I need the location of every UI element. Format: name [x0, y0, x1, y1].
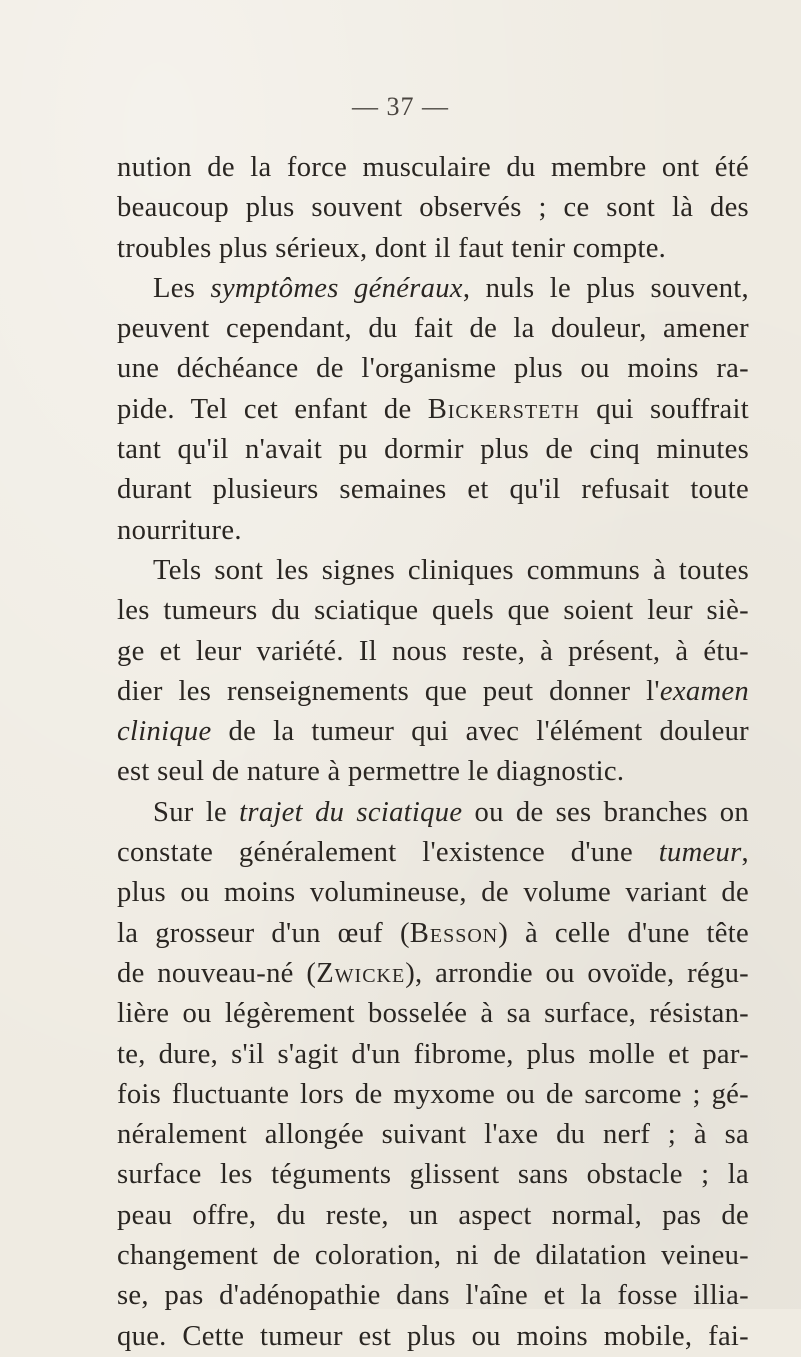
text-line: constate généralement l'existence d'une tumeur,	[117, 837, 749, 869]
author-name: Besson	[409, 917, 499, 949]
italic-text: clinique	[117, 716, 212, 748]
text-line: Les symptômes généraux, nuls le plus souvent,	[153, 272, 749, 304]
text-line: Tels sont les signes cliniques communs à toutes	[153, 554, 749, 586]
text-line: les tumeurs du sciatique quels que soient leur siè-	[117, 595, 749, 627]
text-line: plus ou moins volumineuse, de volume variant de	[117, 877, 749, 909]
text-line: surface les téguments glissent sans obstacle ; la	[117, 1159, 749, 1191]
text-line: troubles plus sérieux, dont il faut tenir compte.	[117, 232, 667, 264]
text-line: la grosseur d'un œuf (Besson) à celle d'une tête	[117, 917, 750, 949]
text-line: dier les renseignements que peut donner l'examen	[117, 675, 749, 707]
text-line: peuvent cependant, du fait de la douleur, amener	[117, 313, 749, 345]
body-text	[117, 148, 749, 1357]
text-line: te, dure, s'il s'agit d'un fibrome, plus molle et par-	[117, 1038, 749, 1070]
text-line: une déchéance de l'organisme plus ou moins ra-	[117, 353, 749, 385]
text-line: beaucoup plus souvent observés ; ce sont là des	[117, 192, 749, 224]
text-line: peau offre, du reste, un aspect normal, pas de	[117, 1199, 749, 1231]
text-line: Sur le trajet du sciatique ou de ses branches on	[153, 796, 749, 828]
text-line: de nouveau-né (Zwicke), arrondie ou ovoïde, régu-	[117, 957, 750, 989]
text-line: lière ou légèrement bosselée à sa surface, résistan-	[117, 998, 749, 1030]
italic-text: examen	[659, 675, 749, 707]
italic-text: trajet du sciatique	[239, 796, 463, 828]
italic-text: symptômes généraux	[210, 272, 463, 304]
author-name: Bickersteth	[427, 393, 580, 425]
text-line: néralement allongée suivant l'axe du nerf ; à sa	[117, 1119, 749, 1151]
text-line: tant qu'il n'avait pu dormir plus de cinq minutes	[117, 434, 749, 466]
text-line: clinique de la tumeur qui avec l'élément douleur	[117, 716, 749, 748]
text-line: nution de la force musculaire du membre ont été	[117, 152, 749, 183]
text-line: ge et leur variété. Il nous reste, à présent, à étu-	[117, 635, 749, 667]
text-line: durant plusieurs semaines et qu'il refusait toute	[117, 474, 749, 506]
author-name: Zwicke	[316, 957, 406, 989]
italic-text: tumeur	[658, 837, 742, 869]
text-line: est seul de nature à permettre le diagnostic.	[117, 756, 625, 788]
text-line: pide. Tel cet enfant de Bickersteth qui souffrait	[117, 393, 749, 425]
page-number: — 37 —	[352, 92, 449, 121]
text-line: changement de coloration, ni de dilatation veineu-	[117, 1240, 749, 1272]
text-line: que. Cette tumeur est plus ou moins mobile, fai-	[117, 1320, 749, 1352]
text-line: nourriture.	[117, 514, 242, 546]
text-line: fois fluctuante lors de myxome ou de sarcome ; gé-	[117, 1078, 749, 1110]
text-line: se, pas d'adénopathie dans l'aîne et la fosse illia-	[117, 1280, 749, 1312]
